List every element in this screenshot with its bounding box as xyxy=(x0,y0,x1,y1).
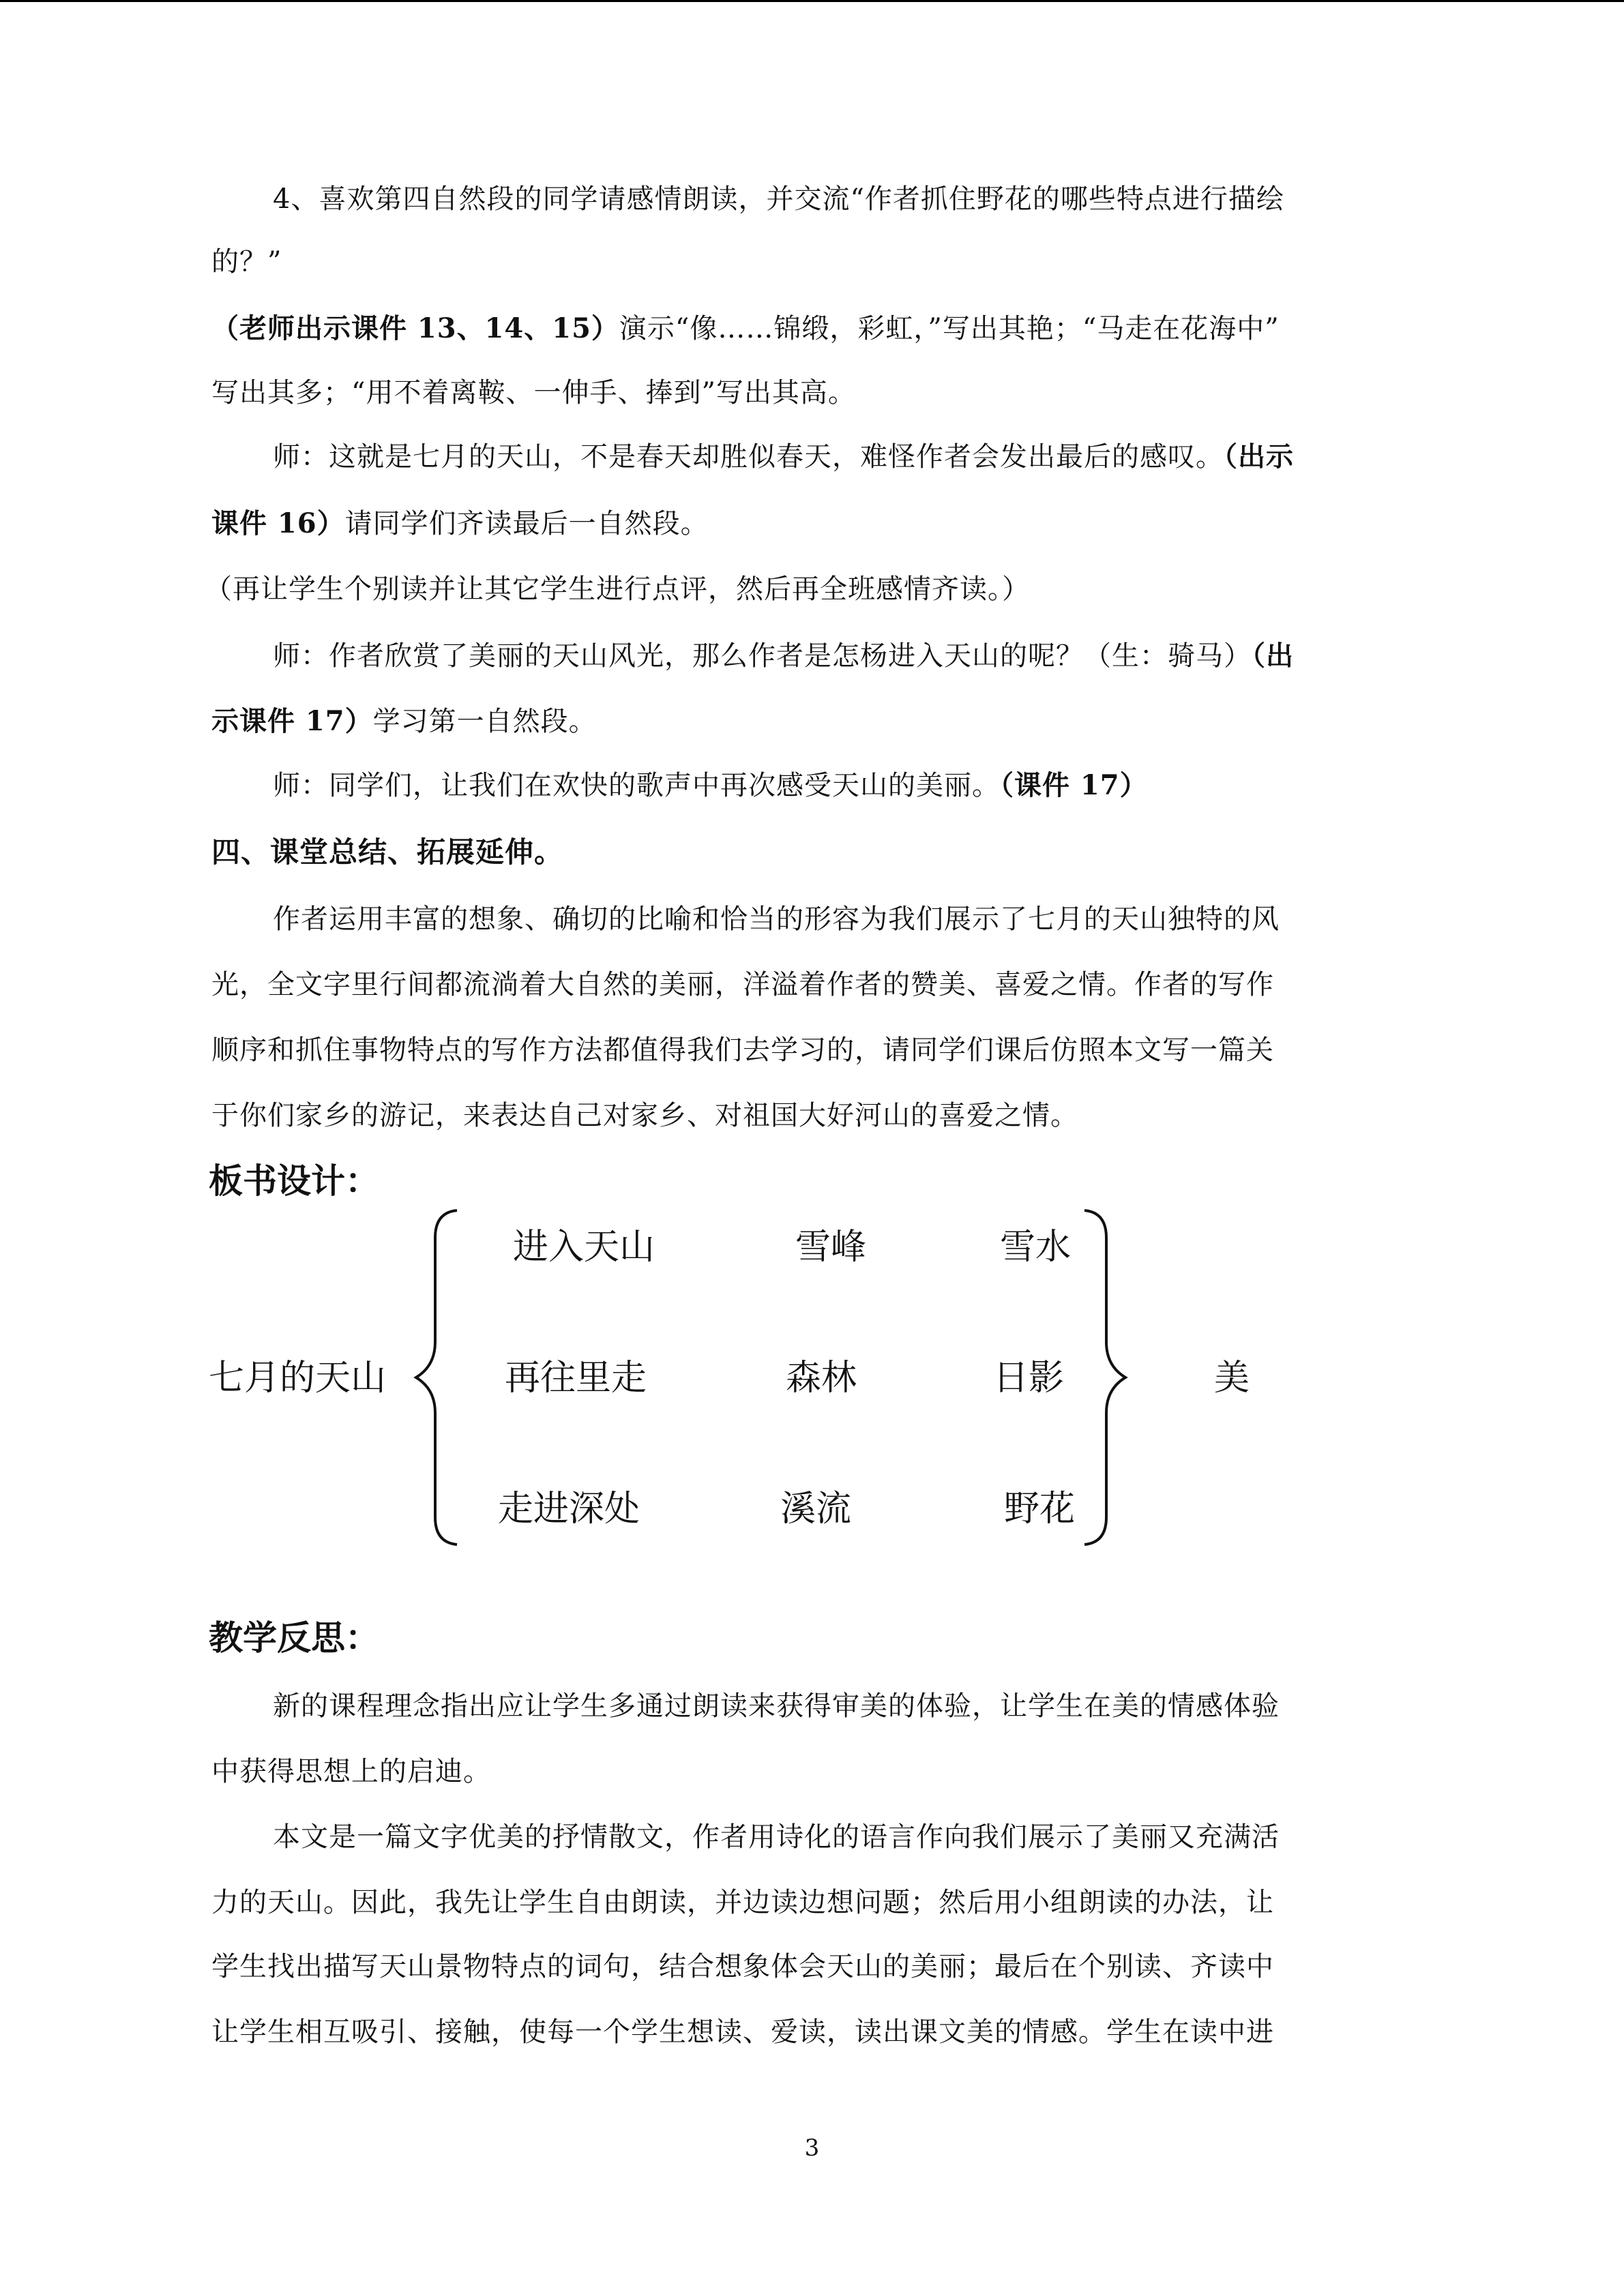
p7-line4: 于你们家乡的游记，来表达自己对家乡、对祖国大好河山的喜爱之情。 xyxy=(211,1100,1078,1131)
p7-line1: 作者运用丰富的想象、确切的比喻和恰当的形容为我们展示了七月的天山独特的风 xyxy=(273,904,1280,935)
p1-line2: 的？” xyxy=(211,246,282,278)
p1-line1: 4、喜欢第四自然段的同学请感情朗读，并交流“作者抓住野花的哪些特点进行描绘 xyxy=(273,183,1284,215)
p6-bold: （课件 17） xyxy=(1000,769,1148,801)
reflection-p2-line2: 力的天山。因此，我先让学生自由朗读，并边读边想问题；然后用小组朗读的办法，让 xyxy=(211,1887,1274,1918)
p3-line1 xyxy=(273,438,1294,476)
left-brace-icon xyxy=(409,1207,464,1548)
p3-text: 师：这就是七月的天山，不是春天却胜似春天，难怪作者会发出最后的感叹。 xyxy=(273,441,1224,473)
p2-rest: 演示“像……锦缎，彩虹，”写出其艳；“马走在花海中” xyxy=(619,313,1280,344)
p5-line2 xyxy=(211,702,597,741)
section4-title: 四、课堂总结、拓展延伸。 xyxy=(211,835,564,869)
p7-line3: 顺序和抓住事物特点的写作方法都值得我们去学习的，请同学们课后仿照本文写一篇关 xyxy=(211,1034,1274,1066)
board-row1-col2: 雪峰 xyxy=(795,1227,867,1268)
page-number: 3 xyxy=(804,2134,820,2162)
board-row3-col1: 走进深处 xyxy=(498,1489,640,1530)
p2-line1 xyxy=(211,310,1280,348)
board-row2-col1: 再往里走 xyxy=(505,1358,647,1399)
reflection-p2-line3: 学生找出描写天山景物特点的词句，结合想象体会天山的美丽；最后在个别读、齐读中 xyxy=(211,1951,1274,1982)
p3-bold-2: 课件 16） xyxy=(211,507,345,539)
board-heading: 板书设计： xyxy=(209,1161,379,1201)
p6-line1 xyxy=(273,766,1148,805)
p6-text: 师：同学们，让我们在欢快的歌声中再次感受天山的美丽。 xyxy=(273,770,1000,801)
right-brace-icon xyxy=(1078,1207,1132,1548)
board-row3-col2: 溪流 xyxy=(780,1489,852,1530)
p2-line2: 写出其多；“用不着离鞍、一伸手、捧到”写出其高。 xyxy=(211,377,856,408)
p5-bold-2: 示课件 17） xyxy=(211,705,373,737)
p5-bold: （出 xyxy=(1252,640,1294,672)
reflection-p2-line4: 让学生相互吸引、接触，使每一个学生想读、爱读，读出课文美的情感。学生在读中进 xyxy=(211,2016,1274,2048)
reflection-p1-line2: 中获得思想上的启迪。 xyxy=(211,1756,491,1787)
board-title: 七月的天山 xyxy=(209,1358,387,1399)
board-row1-col3: 雪水 xyxy=(1000,1227,1072,1268)
reflection-p2-line1: 本文是一篇文字优美的抒情散文，作者用诗化的语言作向我们展示了美丽又充满活 xyxy=(273,1821,1280,1853)
p7-line2: 光，全文字里行间都流淌着大自然的美丽，洋溢着作者的赞美、喜爱之情。作者的写作 xyxy=(211,969,1274,1000)
board-conclusion: 美 xyxy=(1214,1358,1250,1399)
board-row2-col3: 日影 xyxy=(993,1358,1065,1399)
reflection-p1-line1: 新的课程理念指出应让学生多通过朗读来获得审美的体验，让学生在美的情感体验 xyxy=(273,1690,1280,1722)
p3-line2 xyxy=(211,505,709,543)
p4-line1: （再让学生个别读并让其它学生进行点评，然后再全班感情齐读。） xyxy=(205,573,1030,605)
board-row3-col3: 野花 xyxy=(1004,1489,1076,1530)
p5-text-2: 学习第一自然段。 xyxy=(372,706,597,737)
p3-bold: （出示 xyxy=(1224,441,1294,473)
reflection-heading: 教学反思： xyxy=(209,1618,379,1658)
p2-bold: （老师出示课件 13、14、15） xyxy=(211,312,619,344)
p5-line1 xyxy=(273,637,1294,675)
p3-text-2: 请同学们齐读最后一自然段。 xyxy=(344,508,709,539)
p5-text: 师：作者欣赏了美丽的天山风光，那么作者是怎杨进入天山的呢？（生：骑马） xyxy=(273,640,1252,672)
board-row2-col2: 森林 xyxy=(786,1358,857,1399)
board-row1-col1: 进入天山 xyxy=(513,1227,655,1268)
